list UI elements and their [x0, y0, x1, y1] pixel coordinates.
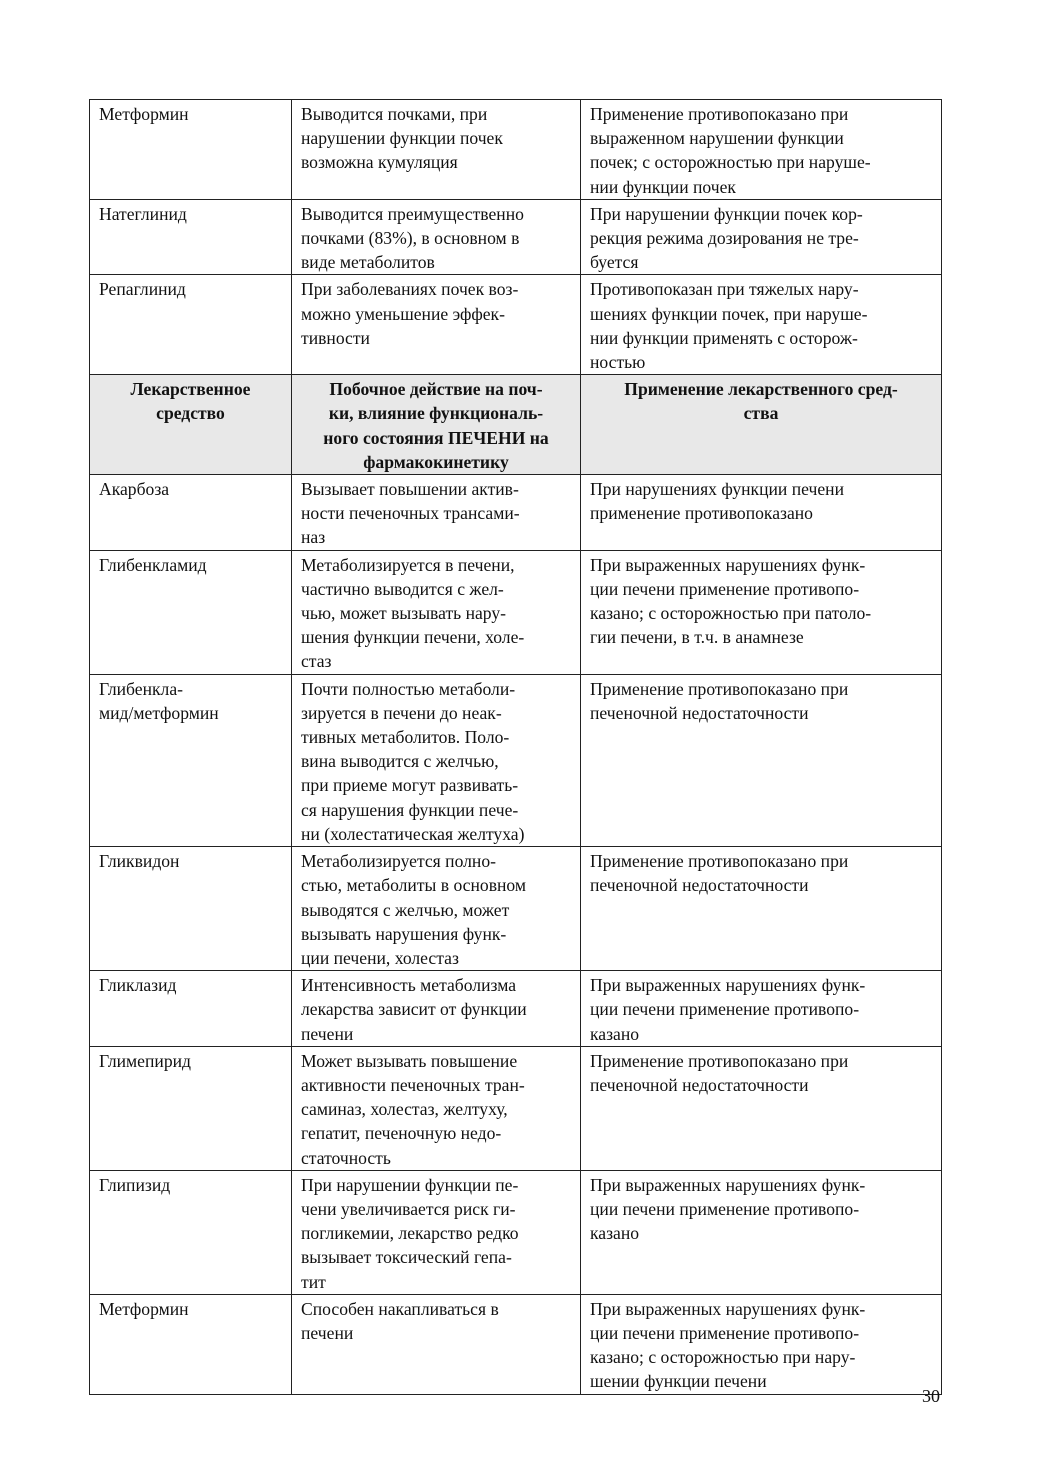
header-effect: Побочное действие на поч- ки, влияние функциональ- ного состояния ПЕЧЕНИ на фармакокинетику	[292, 375, 581, 475]
drug-usage: Применение противопоказано при печеночной недостаточности	[581, 674, 942, 846]
drug-effect: Метаболизируется полно- стью, метаболиты в основном выводятся с желчью, может вызывать нарушения функ- ции печени, холестаз	[292, 847, 581, 971]
drug-usage: При нарушениях функции печени применение противопоказано	[581, 475, 942, 551]
drug-usage: При выраженных нарушениях функ- ции печени применение противопо- казано; с осторожностью при нару- шении функции печени	[581, 1294, 942, 1394]
drug-name: Глибенкламид	[90, 550, 292, 674]
page-number: 30	[922, 1386, 940, 1406]
drug-name: Глимепирид	[90, 1046, 292, 1170]
table-row	[90, 1170, 942, 1294]
table-row	[90, 1046, 942, 1170]
drug-usage: При нарушении функции почек кор- рекция режима дозирования не тре- буется	[581, 199, 942, 275]
table-row	[90, 847, 942, 971]
drug-usage: Применение противопоказано при печеночной недостаточности	[581, 1046, 942, 1170]
drug-name: Гликвидон	[90, 847, 292, 971]
drug-table	[89, 99, 942, 1395]
header-usage: Применение лекарственного сред- ства	[581, 375, 942, 475]
drug-usage: При выраженных нарушениях функ- ции печени применение противопо- казано	[581, 1170, 942, 1294]
drug-effect: Выводится преимущественно почками (83%), в основном в виде метаболитов	[292, 199, 581, 275]
drug-effect: Почти полностью метаболи- зируется в печени до неак- тивных метаболитов. Поло- вина выводится с желчью, при приеме могут развивать- ся нарушения функции пече- ни (холестатическая желтуха)	[292, 674, 581, 846]
drug-effect: Вызывает повышении актив- ности печеночных трансами- наз	[292, 475, 581, 551]
drug-name: Акарбоза	[90, 475, 292, 551]
drug-effect: Может вызывать повышение активности печеночных тран- саминаз, холестаз, желтуху, гепатит, печеночную недо- статочность	[292, 1046, 581, 1170]
table-row	[90, 550, 942, 674]
header-drug: Лекарственное средство	[90, 375, 292, 475]
drug-effect: При нарушении функции пе- чени увеличивается риск ги- погликемии, лекарство редко вызывает токсический гепа- тит	[292, 1170, 581, 1294]
drug-name: Метформин	[90, 1294, 292, 1394]
drug-usage: При выраженных нарушениях функ- ции печени применение противопо- казано	[581, 971, 942, 1047]
drug-name: Метформин	[90, 100, 292, 200]
drug-effect: Способен накапливаться в печени	[292, 1294, 581, 1394]
table-row	[90, 1294, 942, 1394]
table-row	[90, 199, 942, 275]
table-row	[90, 971, 942, 1047]
drug-effect: Выводится почками, при нарушении функции почек возможна кумуляция	[292, 100, 581, 200]
drug-name: Натеглинид	[90, 199, 292, 275]
table-row	[90, 275, 942, 375]
drug-usage: При выраженных нарушениях функ- ции печени применение противопо- казано; с осторожностью при патоло- гии печени, в т.ч. в анамнезе	[581, 550, 942, 674]
drug-name: Глипизид	[90, 1170, 292, 1294]
drug-usage: Применение противопоказано при выраженном нарушении функции почек; с осторожностью при наруше- нии функции почек	[581, 100, 942, 200]
table-row	[90, 674, 942, 846]
drug-effect: Метаболизируется в печени, частично выводится с жел- чью, может вызывать нару- шения функции печени, холе- стаз	[292, 550, 581, 674]
table-row	[90, 100, 942, 200]
drug-effect: При заболеваниях почек воз- можно уменьшение эффек- тивности	[292, 275, 581, 375]
drug-effect: Интенсивность метаболизма лекарства зависит от функции печени	[292, 971, 581, 1047]
drug-usage: Противопоказан при тяжелых нару- шениях функции почек, при наруше- нии функции применять с осторож- ностью	[581, 275, 942, 375]
drug-usage: Применение противопоказано при печеночной недостаточности	[581, 847, 942, 971]
document-page	[89, 99, 941, 1395]
table-row	[90, 475, 942, 551]
drug-name: Репаглинид	[90, 275, 292, 375]
table-header-row	[90, 375, 942, 475]
drug-name: Гликлазид	[90, 971, 292, 1047]
drug-name: Глибенкла- мид/метформин	[90, 674, 292, 846]
